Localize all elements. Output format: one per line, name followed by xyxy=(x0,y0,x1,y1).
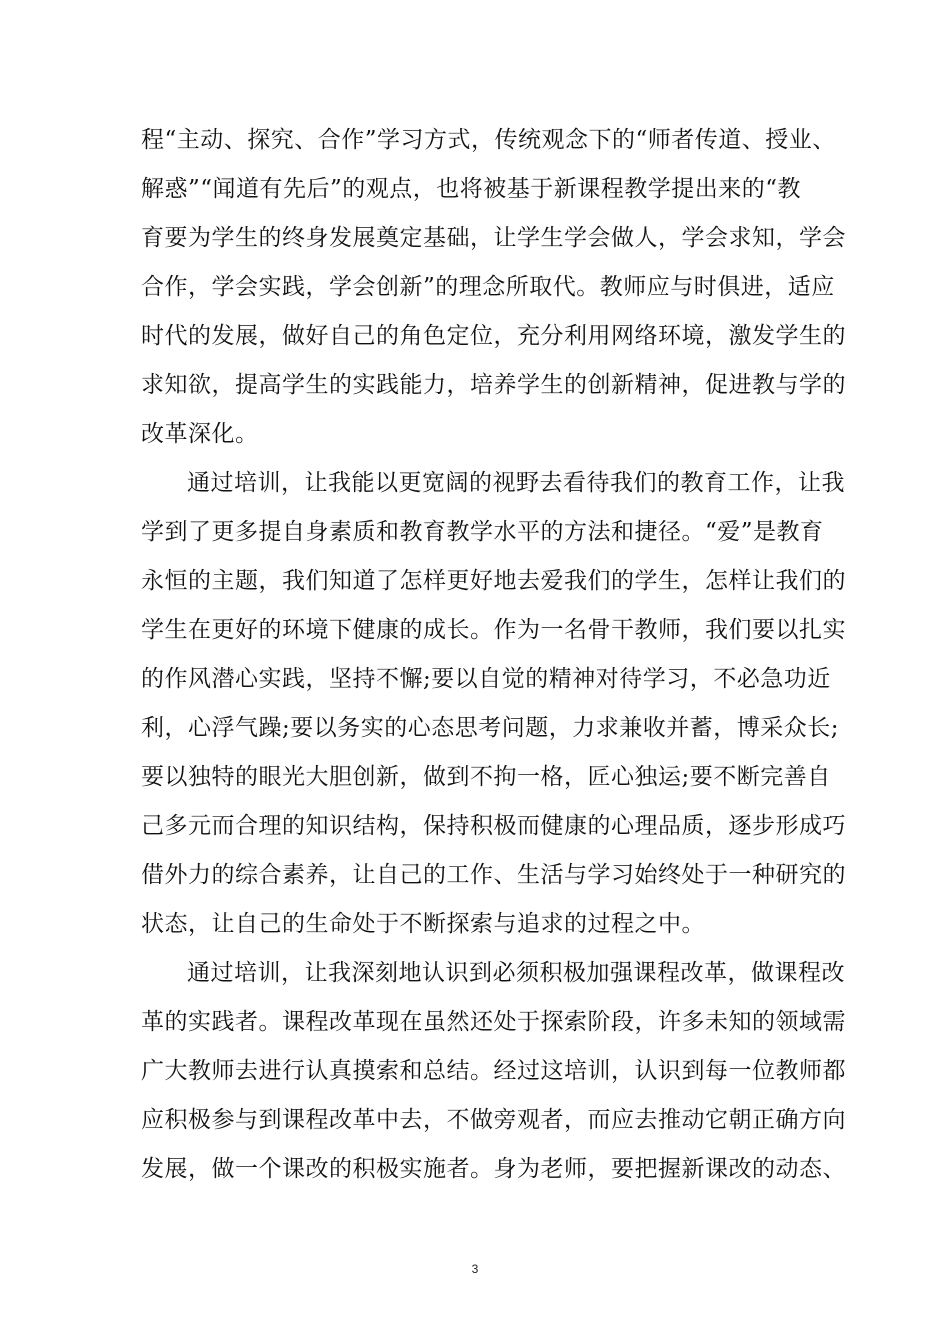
text-line: 要以独特的眼光大胆创新，做到不拘一格，匠心独运;要不断完善自 xyxy=(141,764,831,790)
text-line: 状态，让自己的生命处于不断探索与追求的过程之中。 xyxy=(141,911,705,937)
text-line: 求知欲，提高学生的实践能力，培养学生的创新精神，促进教与学的 xyxy=(141,372,846,398)
text-line: 的作风潜心实践，坚持不懈;要以自觉的精神对待学习，不必急功近 xyxy=(141,666,831,692)
text-line: 育要为学生的终身发展奠定基础，让学生学会做人，学会求知，学会 xyxy=(141,225,846,251)
text-line: 利，心浮气躁;要以务实的心态思考问题，力求兼收并蓄，博采众长; xyxy=(141,715,839,741)
text-line: 永恒的主题，我们知道了怎样更好地去爱我们的学生，怎样让我们的 xyxy=(141,568,846,594)
text-line: 合作，学会实践，学会创新”的理念所取代。教师应与时俱进，适应 xyxy=(141,274,835,300)
text-line-paragraph-start: 通过培训，让我能以更宽阔的视野去看待我们的教育工作，让我 xyxy=(187,470,845,496)
text-line: 学生在更好的环境下健康的成长。作为一名骨干教师，我们要以扎实 xyxy=(141,617,846,643)
text-line: 时代的发展，做好自己的角色定位，充分利用网络环境，激发学生的 xyxy=(141,323,846,349)
text-line: 改革深化。 xyxy=(141,421,259,447)
text-line: 发展，做一个课改的积极实施者。身为老师，要把握新课改的动态、 xyxy=(141,1156,846,1182)
text-line: 程“主动、探究、合作”学习方式，传统观念下的“师者传道、授业、 xyxy=(141,127,836,153)
text-line: 解惑”“闻道有先后”的观点，也将被基于新课程教学提出来的“教 xyxy=(141,176,802,202)
text-line: 革的实践者。课程改革现在虽然还处于探索阶段，许多未知的领域需 xyxy=(141,1009,846,1035)
text-line: 学到了更多提自身素质和教育教学水平的方法和捷径。“爱”是教育 xyxy=(141,519,824,545)
text-line: 借外力的综合素养，让自己的工作、生活与学习始终处于一种研究的 xyxy=(141,862,846,888)
page-number: 3 xyxy=(471,1262,479,1276)
text-line-paragraph-start: 通过培训，让我深刻地认识到必须积极加强课程改革，做课程改 xyxy=(187,960,845,986)
text-line: 广大教师去进行认真摸索和总结。经过这培训，认识到每一位教师都 xyxy=(141,1058,846,1084)
text-line: 应积极参与到课程改革中去，不做旁观者，而应去推动它朝正确方向 xyxy=(141,1107,846,1133)
text-line: 己多元而合理的知识结构，保持积极而健康的心理品质，逐步形成巧 xyxy=(141,813,846,839)
